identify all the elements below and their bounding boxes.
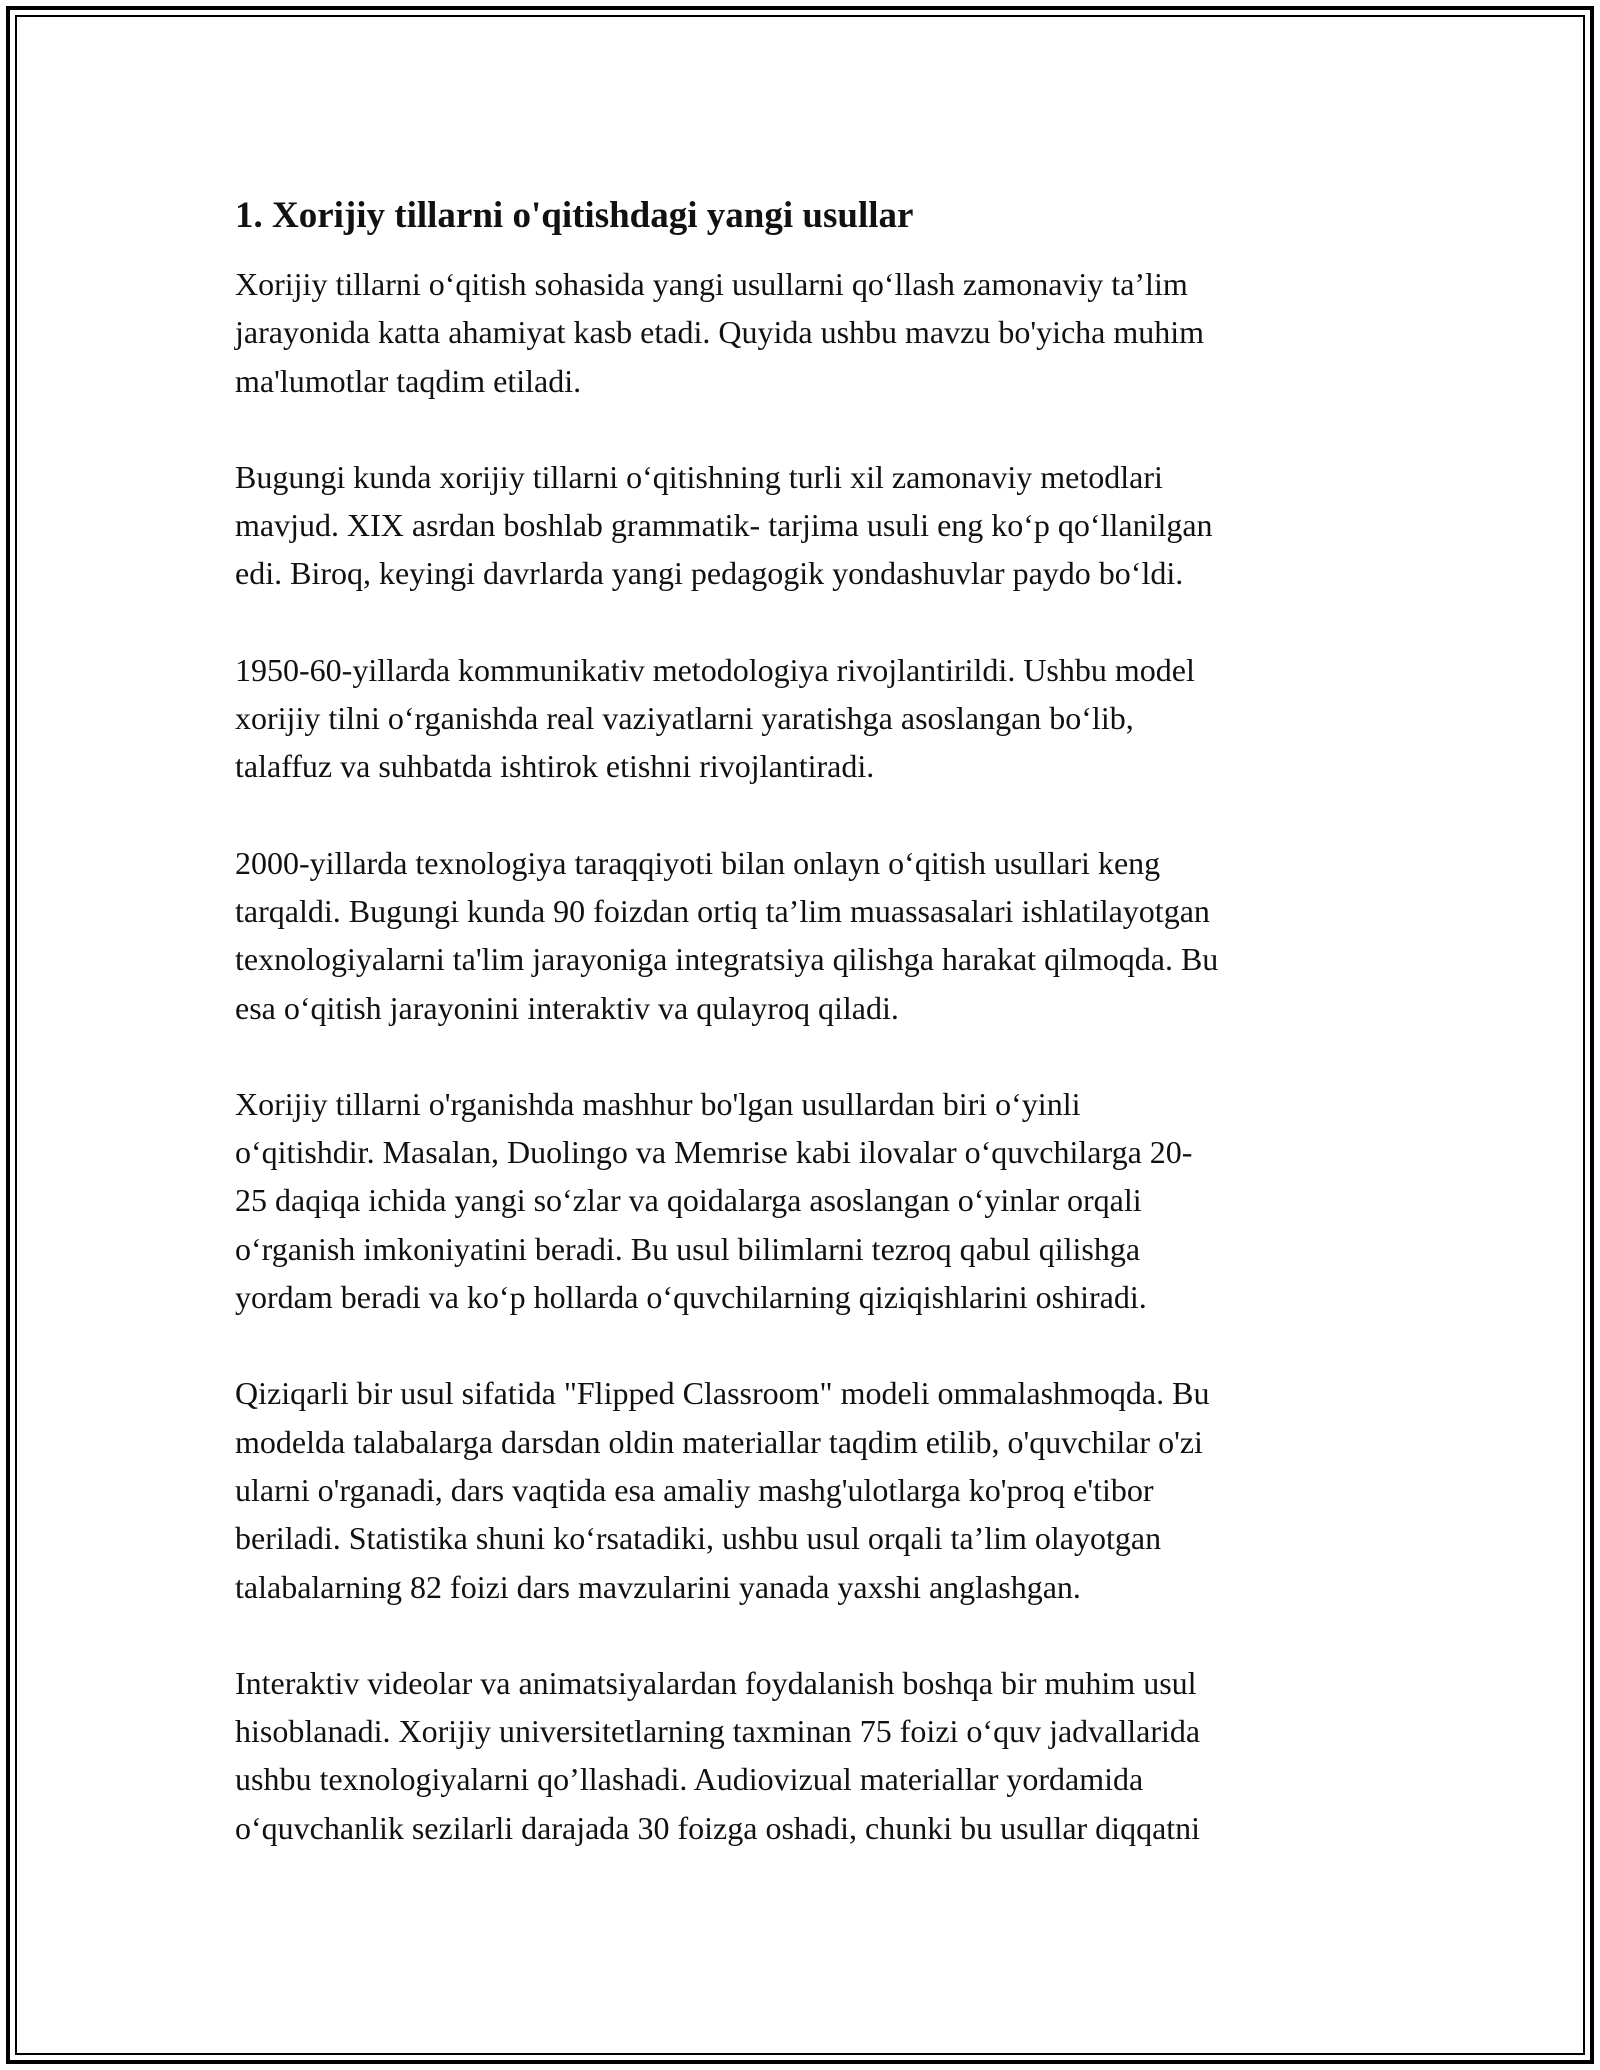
paragraph-online-learning <box>235 839 1365 1032</box>
text-line: yordam beradi va ko‘p hollarda o‘quvchilarning qiziqishlarini oshiradi. <box>235 1279 1147 1316</box>
text-line: Xorijiy tillarni o‘qitish sohasida yangi usullarni qo‘llash zamonaviy ta’lim <box>235 266 1188 302</box>
paragraph-communicative <box>235 646 1365 791</box>
text-line: edi. Biroq, keyingi davrlarda yangi pedagogik yondashuvlar paydo bo‘ldi. <box>235 555 1184 592</box>
paragraph-flipped-classroom <box>235 1369 1365 1610</box>
text-line: tarqaldi. Bugungi kunda 90 foizdan ortiq ta’lim muassasalari ishlatilayotgan <box>235 892 1210 929</box>
text-line: xorijiy tilni o‘rganishda real vaziyatlarni yaratishga asoslangan bo‘lib, <box>235 700 1134 737</box>
text-line: talabalarning 82 foizi dars mavzularini yanada yaxshi anglashgan. <box>235 1568 1081 1605</box>
text-line: ushbu texnologiyalarni qo’llashadi. Audiovizual materiallar yordamida <box>235 1761 1144 1798</box>
text-line: o‘rganish imkoniyatini beradi. Bu usul bilimlarni tezroq qabul qilishga <box>235 1230 1141 1267</box>
text-line: Xorijiy tillarni o'rganishda mashhur bo'lgan usullardan biri o‘yinli <box>235 1085 1081 1122</box>
text-line: esa o‘qitish jarayonini interaktiv va qulayroq qiladi. <box>235 989 899 1026</box>
paragraph-intro <box>235 260 1365 405</box>
text-line: 2000-yillarda texnologiya taraqqiyoti bilan onlayn o‘qitish usullari keng <box>235 844 1161 881</box>
text-line: beriladi. Statistika shuni ko‘rsatadiki, ushbu usul orqali ta’lim olayotgan <box>235 1520 1162 1557</box>
text-line: Interaktiv videolar va animatsiyalardan foydalanish boshqa bir muhim usul <box>235 1664 1197 1701</box>
text-line: hisoblanadi. Xorijiy universitetlarning taxminan 75 foizi o‘quv jadvallarida <box>235 1713 1201 1750</box>
text-line: ma'lumotlar taqdim etiladi. <box>235 362 582 399</box>
text-line: modelda talabalarga darsdan oldin materiallar taqdim etilib, o'quvchilar o'zi <box>235 1423 1203 1460</box>
paragraph-interactive-video <box>235 1659 1365 1852</box>
text-line: mavjud. XIX asrdan boshlab grammatik- tarjima usuli eng ko‘p qo‘llanilgan <box>235 507 1213 544</box>
text-line: o‘quvchanlik sezilarli darajada 30 foizga oshadi, chunki bu usullar diqqatni <box>235 1809 1201 1846</box>
document-body <box>235 190 1365 1852</box>
text-line: 25 daqiqa ichida yangi so‘zlar va qoidalarga asoslangan o‘yinlar orqali <box>235 1182 1142 1219</box>
text-line: texnologiyalarni ta'lim jarayoniga integratsiya qilishga harakat qilmoqda. Bu <box>235 941 1219 978</box>
text-line: jarayonida katta ahamiyat kasb etadi. Quyida ushbu mavzu bo'yicha muhim <box>235 314 1205 351</box>
text-line: ularni o'rganadi, dars vaqtida esa amaliy mashg'ulotlarga ko'proq e'tibor <box>235 1471 1154 1508</box>
section-heading: 1. Xorijiy tillarni o'qitishdagi yangi usullar <box>235 195 914 236</box>
text-line: 1950-60-yillarda kommunikativ metodologiya rivojlantirildi. Ushbu model <box>235 651 1195 688</box>
text-line: talaffuz va suhbatda ishtirok etishni rivojlantiradi. <box>235 748 875 785</box>
paragraph-modern-methods <box>235 453 1365 598</box>
paragraph-game-based <box>235 1080 1365 1321</box>
text-line: Bugungi kunda xorijiy tillarni o‘qitishning turli xil zamonaviy metodlari <box>235 458 1163 495</box>
text-line: Qiziqarli bir usul sifatida "Flipped Classroom" modeli ommalashmoqda. Bu <box>235 1375 1210 1412</box>
text-line: o‘qitishdir. Masalan, Duolingo va Memrise kabi ilovalar o‘quvchilarga 20- <box>235 1134 1193 1171</box>
